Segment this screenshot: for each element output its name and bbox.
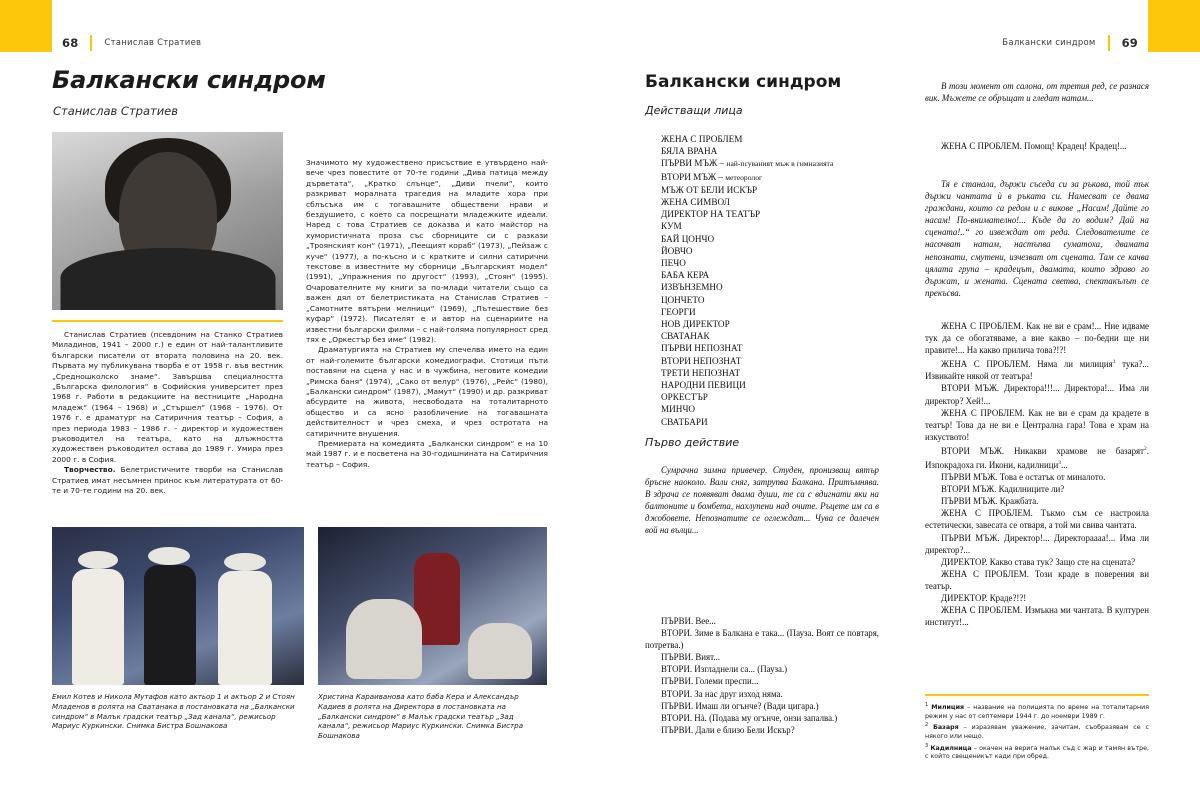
photo-a-figure-2 — [144, 565, 196, 685]
dialogue-line: ЖЕНА С ПРОБЛЕМ. Този краде в поверения ви театър. — [925, 568, 1149, 591]
character-list-item: ГЕОРГИ — [661, 306, 696, 317]
photo-a-hat-3 — [224, 553, 266, 571]
stage-direction-opening — [645, 464, 879, 537]
gold-rule-under-portrait — [52, 320, 283, 322]
character-list-item: ПЪРВИ НЕПОЗНАТ — [661, 343, 743, 354]
author-portrait-photo — [52, 132, 283, 310]
dialogue-line: ВТОРИ. За нас друг изход няма. — [661, 688, 783, 699]
character-list-item: ДИРЕКТОР НА ТЕАТЪР — [661, 209, 761, 220]
stage-direction-commotion-text: Тя е станала, държи съседа си за ръкава, той тък държи чантата ѝ в ръката си. Намесват се двама граждани, които са редом и с викове „Насам! Дайте го насам! По-внимателно!... Къде да го водим? Дай на сцената!..“ го извеждат от реда. Следователите се насочват натам, настъпва суматоха, двамата непознати, смутени, изчезват от сцената. Там се качва цялата група – крадецът, двамата, които здраво го държат, и жената. Сцената светва, спектакълът се прекъсва. — [925, 179, 1149, 298]
character-list-item: НАРОДНИ ПЕВИЦИ — [661, 380, 746, 391]
production-photo-right — [318, 527, 547, 685]
character-list-item: КУМ — [661, 221, 682, 232]
caption-production-photo-right: Христина Караиванова като баба Кера и Александър Кадиев в ролята на Директора в постановката на „Балкански синдром“ в Малък градски театър „Зад канала“, режисьор Мариус Куркински. Снимка Бистра Бошнакова — [318, 692, 524, 741]
production-photo-left — [52, 527, 304, 685]
dialogue-line: ЖЕНА С ПРОБЛЕМ. Как не ви е срам да крадете в театър! Това да не ви е Централна гара! Това е храм на изкуството! — [925, 407, 1149, 442]
character-list-item: ЖЕНА С ПРОБЛЕМ — [661, 134, 743, 144]
character-list-item: ВТОРИ НЕПОЗНАТ — [661, 355, 742, 366]
dialogue-line: ПЪРВИ. Вият... — [661, 652, 720, 663]
page-title: Балкански синдром — [52, 66, 326, 94]
dialogue-line: ВТОРИ. Нà. (Подава му огънче, онзи запалва.) — [661, 712, 838, 723]
author-byline: Станислав Стратиев — [53, 104, 179, 118]
biography-column-2 — [306, 158, 548, 470]
dialogue-line: ПЪРВИ. Имаш ли огънче? (Вади цигара.) — [661, 700, 819, 711]
dialogue-line: ЖЕНА С ПРОБЛЕМ. Няма ли милиция$^1$ тука?... Извикайте някой от театъра! — [925, 359, 1149, 382]
dialogue-line: ПЪРВИ. Вее... — [661, 616, 716, 626]
character-list-item: БЯЛА ВРАНА — [661, 146, 718, 157]
character-list-item: МЪЖ ОТ БЕЛИ ИСКЪР — [661, 184, 758, 195]
photo-b-figure-3 — [468, 623, 532, 679]
page-number-right: 69 — [1121, 36, 1138, 50]
dialogue-block-column-3 — [925, 320, 1149, 628]
character-list — [645, 133, 879, 428]
running-head-title-right: Балкански синдром — [1002, 38, 1096, 48]
character-list-item: ЙОВЧО — [661, 245, 693, 256]
stage-direction-text: Сумрачна зимна привечер. Студен, пронизващ вятър бръсне наоколо. Вали сняг, затрупва Балкана. Притъмнява. В здрача се появяват двама души, те са с вдигнати яки на балтоните и бомбета, нахлупени над очите. Ръцете им са в джобовете. Непознатите се оглеждат... Чува се далечен вой на вълци... — [645, 465, 879, 536]
bio-col2-paragraph-3: Премиерата на комедията „Балкански синдром“ е на 10 май 1987 г. и е посветена на 30-годишнината на Сатиричния театър – София. — [306, 438, 548, 469]
biography-column-1 — [52, 330, 283, 497]
footnote-item: $^2$ Базаря – изразявам уважение, зачитам, съобразявам се с някого или нещо. — [925, 722, 1149, 740]
character-list-item: ВТОРИ МЪЖ – метеоролог — [661, 171, 763, 182]
bio-works-text: Белетристичните творби на Станислав Стратиев имат несъмнен принос към литературата от 60-те и 70-те години на 20. век. — [52, 465, 283, 496]
page-number-left: 68 — [62, 36, 79, 50]
stage-direction-audience-text: В този момент от салона, от третия ред, се разнася вик. Мъжете се обръщат и гледат натам... — [925, 81, 1149, 104]
bio-paragraph-2 — [52, 465, 283, 496]
stage-direction-commotion — [925, 178, 1149, 299]
characters-heading: Действащи лица — [645, 104, 743, 117]
character-list-item: ЦОНЧЕТО — [661, 294, 705, 305]
photo-a-figure-1 — [72, 569, 124, 685]
play-title: Балкански синдром — [645, 72, 842, 92]
bio-col2-paragraph-2: Драматургията на Стратиев му спечелва името на един от най-големите български комедиографи. Стотици пъти поставяни на сцена у нас и в чужбина, неговите комедии „Римска баня“ (1974), „Сако от велур“ (1976), „Рейс“ (1980), „Балкански синдром“ (1987), „Мамут“ (1990) и др. разкриват абсурдите на живота, несвободата на тоталитарното общество и са ясно разобличение на тогавашната действителност и чрез смеха, и чрез остротата на сатиричните внушения. — [306, 345, 548, 438]
dialogue-line: ВТОРИ МЪЖ. Директора!!!... Директора!... Има ли директор? Хей!... — [925, 383, 1149, 406]
character-list-item: БАЙ ЦОНЧО — [661, 233, 715, 244]
dialogue-line: ВТОРИ. Зиме в Балкана е така... (Пауза. Воят се повтаря, потретва.) — [645, 628, 879, 651]
photo-b-figure-2 — [346, 599, 422, 679]
character-list-item: ТРЕТИ НЕПОЗНАТ — [661, 367, 741, 378]
dialogue-line: ПЪРВИ. Големи преспи... — [661, 676, 759, 687]
bio-col2-paragraph-1: Значимото му художествено присъствие е утвърдено най-вече чрез повестите от 70-те години „Дива патица между дърветата“, „Кратко слънце“, „Диви пчели“, които разкриват моралната трагедия на младите хора при сблъсъка им с тогавашните обществени нрави и бездушието, с което са посрещнати младежките идеали. Наред с това Стратиев се доказва и като майстор на хумористичната проза със сборниците си с разкази „Троянският кон“ (1971), „Пеещият кораб“ (1973), „Пейзаж с куче“ (1977), а по-късно и с кратките и силни сатирични текстове в известните му сборници „Българският модел“ (1991), „Упражнения по другост“ (1993), „Стоян“ (1995). Очарователните му книги за по-млади читатели също са важен дял от белетристиката на Станислав Стратиев – „Самотните вятърни мелници“ (1969), „Пътешествие без куфар“ (1972). Писателят е и автор на сценариите на известни български филми – с най-голяма популярност сред тях е „Оркестър без име“ (1982). — [306, 158, 548, 344]
photo-a-hat-2 — [148, 547, 190, 565]
dialogue-line: ЖЕНА С ПРОБЛЕМ. Измъкна ми чантата. В културен институт!... — [925, 605, 1149, 628]
character-list-item: БАБА КЕРА — [661, 270, 710, 281]
footnote-item: $^1$ Милиция – название на полицията по време на тоталитарния режим у нас от септември 1944 г. до ноември 1989 г. — [925, 702, 1149, 720]
dialogue-line: ВТОРИ. Изгладнели са... (Пауза.) — [661, 664, 788, 675]
dialogue-line: ЖЕНА С ПРОБЛЕМ. Как не ви е срам!... Ние идваме тук да се обогатяваме, а вие какво – по-бедни ще ни правите!... На какво прилича това?!?! — [925, 321, 1149, 356]
character-list-item: ПЕЧО — [661, 258, 686, 269]
dialogue-line: ПЪРВИ МЪЖ. Това е остатък от миналото. — [941, 472, 1106, 483]
running-head-title-left: Станислав Стратиев — [104, 38, 202, 48]
dialogue-line: ПЪРВИ. Дали е близо Бели Искър? — [661, 724, 795, 735]
bio-paragraph-1: Станислав Стратиев (псевдоним на Станко Стратиев Миладинов, 1941 – 2000 г.) е един от най-талантливите български писатели от втората половина на 20. век. Първата му публикувана творба е от 1958 г. във вестник „Средношколско знаме“. Завършва специалността „Българска филология“ в Софийския университет през 1968 г. Работи в редакциите на вестниците „Народна младеж“ (1964 – 1968) и „Стършел“ (1968 – 1976). От 1976 г. е драматург на Сатиричния театър – София, а през периода 1983 – 1986 г. – директор и художествен ръководител на театъра, като на длъжността художествен ръководител остава до 1989 г. Умира през 2000 г. в София. — [52, 330, 283, 464]
portrait-shoulders — [60, 248, 275, 310]
dialogue-line: ВТОРИ МЪЖ. Никакви храмове не базарят$^2$. Изпокрадоха ги. Икони, кадилници$^3$... — [925, 445, 1149, 470]
dialogue-line: ВТОРИ МЪЖ. Кадилниците ли? — [941, 484, 1065, 495]
dialogue-line-help — [925, 140, 1149, 152]
dialogue-block-column-2 — [645, 615, 879, 736]
character-list-item: ПЪРВИ МЪЖ – най-псуваният мъж в гимназията — [661, 158, 834, 169]
dialogue-line: ДИРЕКТОР. Краде?!?! — [941, 592, 1027, 603]
dialogue-line: ДИРЕКТОР. Какво става тук? Защо сте на сцената? — [941, 556, 1136, 567]
dialogue-line: ЖЕНА С ПРОБЛЕМ. Тъкмо съм се настроила естетически, завесата се отваря, а той ми свива чантата. — [925, 508, 1149, 531]
character-list-item: СВАТАНАК — [661, 331, 710, 342]
character-list-item: НОВ ДИРЕКТОР — [661, 319, 730, 330]
photo-a-hat-1 — [78, 551, 118, 569]
character-list-item: МИНЧО — [661, 404, 696, 415]
footnote-separator-rule — [925, 694, 1149, 696]
character-list-item: ЖЕНА СИМВОЛ — [661, 197, 730, 208]
character-list-item: СВАТБАРИ — [661, 416, 708, 427]
dialogue-line: ПЪРВИ МЪЖ. Директор!... Директорааaа!... Има ли директор?... — [925, 532, 1149, 555]
photo-a-figure-3 — [218, 571, 272, 685]
footnote-item: $^3$ Кадилница – окачен на верига малък съд с жар и тамян вътре, с който свещеникът кади при обред. — [925, 742, 1149, 761]
act-heading: Първо действие — [645, 436, 740, 449]
character-list-item: ОРКЕСТЪР — [661, 392, 708, 403]
stage-direction-audience — [925, 80, 1149, 104]
caption-production-photo-left: Емил Котев и Никола Мутафов като актьор 1 и актьор 2 и Стоян Младенов в ролята на Сватанака в постановката на „Балкански синдром“ в Малък градски театър „Зад канала“, режисьор Мариус Куркински. Снимка Бистра Бошнакова — [52, 692, 295, 731]
dialogue-line-help-text: ЖЕНА С ПРОБЛЕМ. Помощ! Крадец! Крадец!... — [941, 141, 1127, 151]
footnotes-block — [925, 701, 1149, 762]
bio-works-label: Творчество. — [64, 465, 116, 475]
dialogue-line: ПЪРВИ МЪЖ. Кражбата. — [941, 496, 1039, 507]
character-list-item: ИЗВЪНЗЕМНО — [661, 282, 723, 293]
